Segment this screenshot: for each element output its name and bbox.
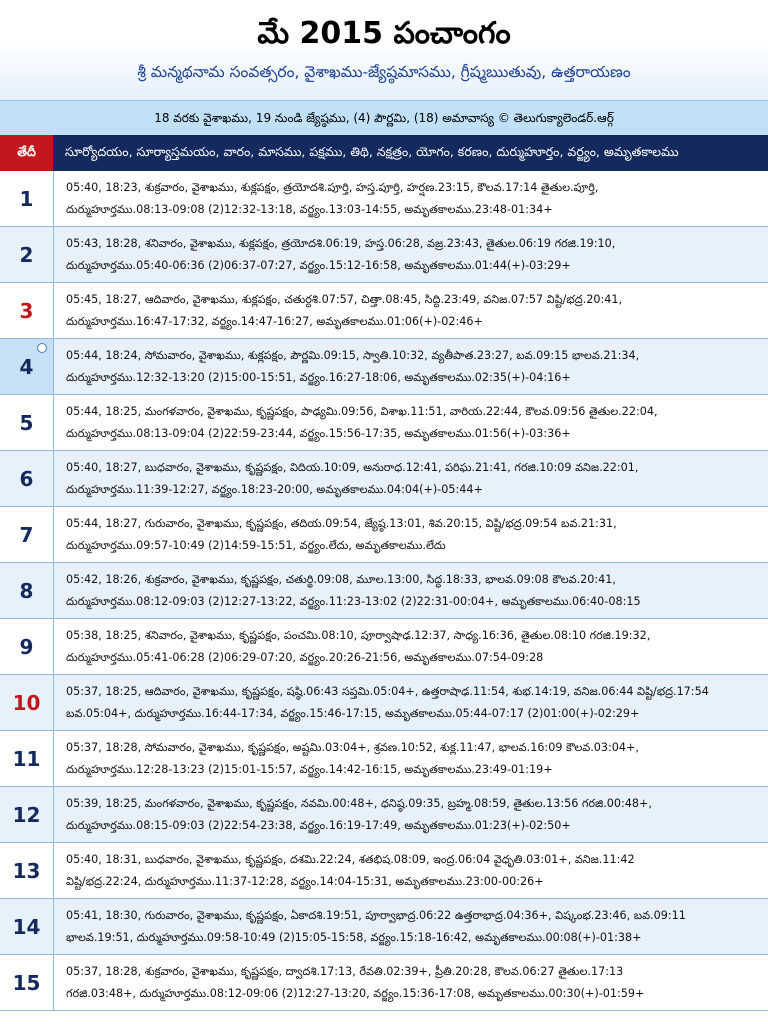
info-bar: 18 వరకు వైశాఖము, 19 నుండి జ్యేష్ఠము, (4) పౌర్ణమి, (18) అమావాస్య © తెలుగుక్యాలెండర్.ఆర్గ్ xyxy=(0,100,768,135)
page-title: మే 2015 పంచాంగం xyxy=(257,16,511,51)
day-number: 6 xyxy=(0,451,54,506)
detail-line2: దుర్ముహూర్తము.09:57-10:49 (2)14:59-15:51, వర్జ్యం.లేదు, అమృతకాలము.లేదు xyxy=(66,538,446,552)
details-column-header: సూర్యోదయం, సూర్యాస్తమయం, వారం, మాసము, పక్షము, తిథి, నక్షత్రం, యోగం, కరణం, దుర్ముహూర్తం, వర్జ్యం, అమృతకాలము xyxy=(65,143,679,159)
day-details xyxy=(54,619,768,674)
detail-line1: 05:39, 18:25, మంగళవారం, వైశాఖము, కృష్ణపక్షం, నవమి.00:48+, ధనిష్ఠ.09:35, బ్రహ్మ.08:59, తైతుల.13:56 గరజి.00:48+, xyxy=(66,797,652,810)
day-number: 3 xyxy=(0,283,54,338)
detail-line2: బవ.05:04+, దుర్ముహూర్తము.16:44-17:34, వర్జ్యం.15:46-17:15, అమృతకాలము.05:44-07:17 (2)01:00(+)-02:29+ xyxy=(66,706,640,720)
day-number: 11 xyxy=(0,731,54,786)
table-row[interactable] xyxy=(0,843,768,899)
detail-line1: 05:45, 18:27, ఆదివారం, వైశాఖము, శుక్లపక్షం, చతుర్దశి.07:57, చిత్తా.08:45, సిద్ది.23:49, వనిజ.07:57 విష్టి/భద్ర.20:41, xyxy=(66,293,623,306)
detail-line1: 05:37, 18:28, సోమవారం, వైశాఖము, కృష్ణపక్షం, అష్టమి.03:04+, శ్రవణ.10:52, శుక్ల.11:47, భాలవ.16:09 కౌలవ.03:04+, xyxy=(66,741,639,754)
table-row[interactable] xyxy=(0,339,768,395)
table-row[interactable] xyxy=(0,675,768,731)
detail-line2: విష్టి/భద్ర.22:24, దుర్ముహూర్తము.11:37-12:28, వర్జ్యం.14:04-15:31, అమృతకాలము.23:00-00:26+ xyxy=(66,874,544,888)
detail-line1: 05:44, 18:24, సోమవారం, వైశాఖము, శుక్లపక్షం, పౌర్ణమి.09:15, స్వాతి.10:32, వ్యతీపాత.23:27, బవ.09:15 భాలవ.21:34, xyxy=(66,349,640,362)
day-details xyxy=(54,899,768,954)
day-details xyxy=(54,339,768,394)
day-details xyxy=(54,395,768,450)
table-row[interactable] xyxy=(0,787,768,843)
day-details xyxy=(54,787,768,842)
calendar-table xyxy=(0,171,768,1011)
day-details xyxy=(54,843,768,898)
day-details xyxy=(54,955,768,1010)
detail-line2: దుర్ముహూర్తము.08:13-09:08 (2)12:32-13:18, వర్జ్యం.13:03-14:55, అమృతకాలము.23:48-01:34+ xyxy=(66,202,553,216)
day-details xyxy=(54,731,768,786)
table-row[interactable] xyxy=(0,619,768,675)
day-number: 4 xyxy=(0,339,54,394)
day-number: 14 xyxy=(0,899,54,954)
detail-line2: దుర్ముహూర్తము.12:32-13:20 (2)15:00-15:51, వర్జ్యం.16:27-18:06, అమృతకాలము.02:35(+)-04:16+ xyxy=(66,370,571,384)
day-number: 10 xyxy=(0,675,54,730)
day-number: 7 xyxy=(0,507,54,562)
detail-line1: 05:38, 18:25, శనివారం, వైశాఖము, కృష్ణపక్షం, పంచమి.08:10, పూర్వాషాఢ.12:37, సాధ్య.16:36, తైతుల.08:10 గరజి.19:32, xyxy=(66,629,651,642)
detail-line1: 05:37, 18:28, శుక్రవారం, వైశాఖము, కృష్ణపక్షం, ద్వాదశి.17:13, రేవతి.02:39+, ప్రీతి.20:28, కౌలవ.06:27 తైతుల.17:13 xyxy=(66,965,624,978)
page-subtitle: శ్రీ మన్మథనామ సంవత్సరం, వైశాఖము-జ్యేష్ఠమాసము, గ్రీష్మఋతువు, ఉత్తరాయణం xyxy=(137,63,631,81)
table-row[interactable] xyxy=(0,171,768,227)
table-row[interactable] xyxy=(0,899,768,955)
detail-line2: దుర్ముహూర్తము.16:47-17:32, వర్జ్యం.14:47-16:27, అమృతకాలము.01:06(+)-02:46+ xyxy=(66,314,483,328)
table-header xyxy=(0,135,768,171)
day-number: 13 xyxy=(0,843,54,898)
day-number: 9 xyxy=(0,619,54,674)
table-row[interactable] xyxy=(0,731,768,787)
detail-line2: దుర్ముహూర్తము.08:15-09:03 (2)22:54-23:38, వర్జ్యం.16:19-17:49, అమృతకాలము.01:23(+)-02:50+ xyxy=(66,818,571,832)
day-details xyxy=(54,171,768,226)
detail-line2: గరజి.03:48+, దుర్ముహూర్తము.08:12-09:06 (2)12:27-13:20, వర్జ్యం.15:36-17:08, అమృతకాలము.00:30(+)-01:59+ xyxy=(66,986,645,1000)
table-row[interactable] xyxy=(0,451,768,507)
detail-line2: దుర్ముహూర్తము.08:12-09:03 (2)12:27-13:22, వర్జ్యం.11:23-13:02 (2)22:31-00:04+, అమృతకాలము.06:40-08:15 xyxy=(66,594,641,608)
detail-line1: 05:43, 18:28, శనివారం, వైశాఖము, శుక్లపక్షం, త్రయోదశి.06:19, హస్త.06:28, వజ్ర.23:43, తైతుల.06:19 గరజి.19:10, xyxy=(66,237,616,250)
detail-line1: 05:37, 18:25, ఆదివారం, వైశాఖము, కృష్ణపక్షం, షష్ఠి.06:43 సప్తమి.05:04+, ఉత్తరాషాఢ.11:54, శుభ.14:19, వనిజ.06:44 విష్టి/భద్ర.17:54 xyxy=(66,685,709,698)
table-row[interactable] xyxy=(0,563,768,619)
day-number: 1 xyxy=(0,171,54,226)
day-number: 12 xyxy=(0,787,54,842)
day-details xyxy=(54,507,768,562)
page-header xyxy=(0,0,768,100)
table-row[interactable] xyxy=(0,395,768,451)
day-details xyxy=(54,227,768,282)
detail-line1: 05:41, 18:30, గురువారం, వైశాఖము, కృష్ణపక్షం, ఏకాదశి.19:51, పూర్వాభాద్ర.06:22 ఉత్తరాభాద్ర.04:36+, విష్కంభ.23:46, బవ.09:11 xyxy=(66,909,686,922)
day-number: 2 xyxy=(0,227,54,282)
detail-line1: 05:40, 18:23, శుక్రవారం, వైశాఖము, శుక్లపక్షం, త్రయోదశి.పూర్తి, హస్త.పూర్తి, హర్షణ.23:15, కౌలవ.17:14 తైతుల.పూర్తి, xyxy=(66,181,599,194)
day-details xyxy=(54,563,768,618)
day-details xyxy=(54,675,768,730)
detail-line1: 05:44, 18:27, గురువారం, వైశాఖము, కృష్ణపక్షం, తదియ.09:54, జ్యేష్ఠ.13:01, శివ.20:15, విష్టి/భద్ర.09:54 బవ.21:31, xyxy=(66,517,617,530)
detail-line2: దుర్ముహూర్తము.05:40-06:36 (2)06:37-07:27, వర్జ్యం.15:12-16:58, అమృతకాలము.01:44(+)-03:29+ xyxy=(66,258,571,272)
day-number: 8 xyxy=(0,563,54,618)
detail-line2: దుర్ముహూర్తము.12:28-13:23 (2)15:01-15:57, వర్జ్యం.14:42-16:15, అమృతకాలము.23:49-01:19+ xyxy=(66,762,553,776)
full-moon-icon xyxy=(37,343,47,353)
detail-line1: 05:40, 18:31, బుధవారం, వైశాఖము, కృష్ణపక్షం, దశమి.22:24, శతభిష.08:09, ఇంద్ర.06:04 వైధృతి.03:01+, వనిజ.11:42 xyxy=(66,853,635,866)
table-row[interactable] xyxy=(0,283,768,339)
detail-line2: దుర్ముహూర్తము.08:13-09:04 (2)22:59-23:44, వర్జ్యం.15:56-17:35, అమృతకాలము.01:56(+)-03:36+ xyxy=(66,426,571,440)
day-details xyxy=(54,451,768,506)
table-row[interactable] xyxy=(0,955,768,1011)
detail-line1: 05:42, 18:26, శుక్రవారం, వైశాఖము, కృష్ణపక్షం, చతుర్థి.09:08, మూల.13:00, సిద్ధ.18:33, భాలవ.09:08 కౌలవ.20:41, xyxy=(66,573,616,586)
table-row[interactable] xyxy=(0,227,768,283)
day-number: 15 xyxy=(0,955,54,1010)
day-details xyxy=(54,283,768,338)
detail-line1: 05:40, 18:27, బుధవారం, వైశాఖము, కృష్ణపక్షం, విదియ.10:09, అనురాధ.12:41, పరిఘ.21:41, గరజి.10:09 వనిజ.22:01, xyxy=(66,461,639,474)
detail-line2: భాలవ.19:51, దుర్ముహూర్తము.09:58-10:49 (2)15:05-15:58, వర్జ్యం.15:18-16:42, అమృతకాలము.00:08(+)-01:38+ xyxy=(66,930,642,944)
date-column-header: తేదీ xyxy=(0,135,53,171)
detail-line1: 05:44, 18:25, మంగళవారం, వైశాఖము, కృష్ణపక్షం, పాఢ్యమి.09:56, విశాఖ.11:51, వారియ.22:44, కౌలవ.09:56 తైతుల.22:04, xyxy=(66,405,658,418)
day-number: 5 xyxy=(0,395,54,450)
detail-line2: దుర్ముహూర్తము.11:39-12:27, వర్జ్యం.18:23-20:00, అమృతకాలము.04:04(+)-05:44+ xyxy=(66,482,483,496)
detail-line2: దుర్ముహూర్తము.05:41-06:28 (2)06:29-07:20, వర్జ్యం.20:26-21:56, అమృతకాలము.07:54-09:28 xyxy=(66,650,544,664)
table-row[interactable] xyxy=(0,507,768,563)
